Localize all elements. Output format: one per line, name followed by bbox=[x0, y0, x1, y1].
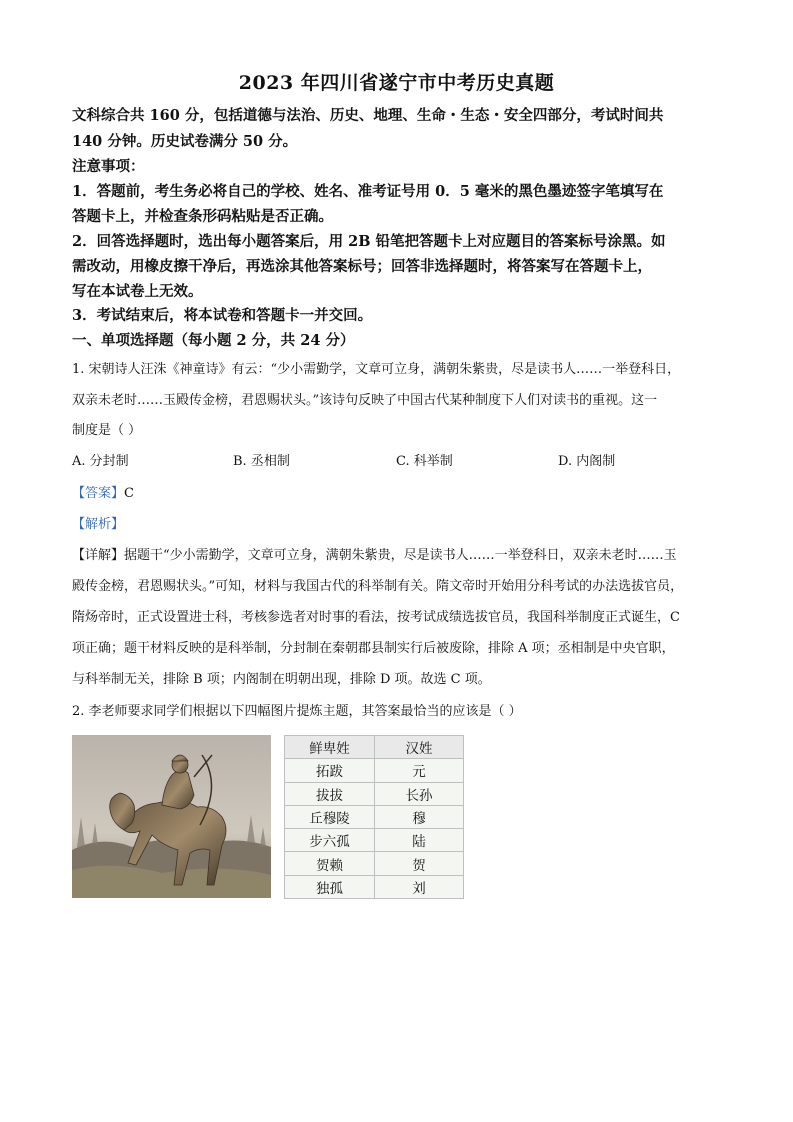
intro-line: 140 分钟。历史试卷满分 50 分。 bbox=[72, 133, 298, 150]
table-header-row bbox=[285, 736, 464, 759]
table-row bbox=[285, 805, 464, 828]
answer-line bbox=[72, 482, 134, 501]
notice-heading: 注意事项： bbox=[72, 158, 145, 175]
detail-line bbox=[72, 544, 677, 563]
detail-label: 【详解】 bbox=[72, 548, 125, 563]
detail-line: 殿传金榜，君恩赐状头。”可知，材料与我国古代的科举制有关。隋文帝时开始用分科考试的办法选拔官员， bbox=[72, 579, 684, 594]
section-heading: 一、单项选择题（每小题 2 分，共 24 分） bbox=[72, 332, 355, 349]
intro-line: 文科综合共 160 分，包括道德与法治、历史、地理、生命・生态・安全四部分，考试时间共 bbox=[72, 107, 664, 124]
answer-value: C bbox=[124, 486, 134, 501]
answer-label: 【答案】 bbox=[72, 486, 125, 501]
equestrian-statue-photo bbox=[72, 735, 271, 898]
option-c: C. 科举制 bbox=[396, 454, 453, 469]
notice-line: 3．考试结束后，将本试卷和答题卡一并交回。 bbox=[72, 307, 373, 324]
detail-line: 与科举制无关，排除 B 项；内阁制在明朝出现，排除 D 项。故选 C 项。 bbox=[72, 672, 491, 687]
table-cell: 陆 bbox=[375, 829, 464, 852]
column-header: 汉姓 bbox=[375, 736, 464, 759]
table-cell: 拓跋 bbox=[285, 759, 375, 782]
table-cell: 贺赖 bbox=[285, 852, 375, 875]
page-title: 2023 年四川省遂宁市中考历史真题 bbox=[238, 72, 555, 94]
notice-line: 2．回答选择题时，选出每小题答案后，用 2B 铅笔把答题卡上对应题目的答案标号涂黑。如 bbox=[72, 233, 666, 250]
option-a: A. 分封制 bbox=[72, 454, 129, 469]
table-cell: 丘穆陵 bbox=[285, 805, 375, 828]
table-row bbox=[285, 829, 464, 852]
detail-line: 项正确；题干材料反映的是科举制，分封制在秦朝郡县制实行后被废除，排除 A 项；丞相制是中央官职， bbox=[72, 641, 675, 656]
table-cell: 刘 bbox=[375, 875, 464, 898]
column-header: 鲜卑姓 bbox=[285, 736, 375, 759]
notice-line: 需改动，用橡皮擦干净后，再选涂其他答案标号；回答非选择题时，将答案写在答题卡上， bbox=[72, 258, 652, 275]
notice-line: 1．答题前，考生务必将自己的学校、姓名、准考证号用 0．5 毫米的黑色墨迹签字笔填写在 bbox=[72, 183, 664, 200]
question-1-stem: 1. 宋朝诗人汪洙《神童诗》有云：“少小需勤学，文章可立身，满朝朱紫贵，尽是读书人……一举登科日， bbox=[72, 362, 681, 377]
analysis-label: 【解析】 bbox=[72, 517, 125, 532]
table-cell: 步六孤 bbox=[285, 829, 375, 852]
question-1-stem: 双亲未老时……玉殿传金榜，君恩赐状头。”该诗句反映了中国古代某种制度下人们对读书的重视。这一 bbox=[72, 393, 658, 408]
notice-line: 写在本试卷上无效。 bbox=[72, 283, 203, 300]
option-d: D. 内阁制 bbox=[558, 454, 616, 469]
table-cell: 穆 bbox=[375, 805, 464, 828]
detail-line: 隋炀帝时，正式设置进士科，考核参选者对时事的看法，按考试成绩选拔官员，我国科举制度正式诞生，C bbox=[72, 610, 680, 625]
table-row bbox=[285, 852, 464, 875]
table-cell: 长孙 bbox=[375, 782, 464, 805]
question-2-stem: 2. 李老师要求同学们根据以下四幅图片提炼主题，其答案最恰当的应该是（ ） bbox=[72, 704, 522, 719]
table-cell: 独孤 bbox=[285, 875, 375, 898]
table-cell: 元 bbox=[375, 759, 464, 782]
table-row bbox=[285, 759, 464, 782]
table-row bbox=[285, 875, 464, 898]
notice-line: 答题卡上，并检查条形码粘贴是否正确。 bbox=[72, 208, 333, 225]
option-b: B. 丞相制 bbox=[233, 454, 290, 469]
surname-table bbox=[284, 735, 464, 899]
table-row bbox=[285, 782, 464, 805]
detail-text: 据题干“少小需勤学，文章可立身，满朝朱紫贵，尽是读书人……一举登科日，双亲未老时……玉 bbox=[124, 548, 677, 563]
table-cell: 贺 bbox=[375, 852, 464, 875]
question-1-stem: 制度是（ ） bbox=[72, 423, 142, 438]
table-cell: 拔拔 bbox=[285, 782, 375, 805]
